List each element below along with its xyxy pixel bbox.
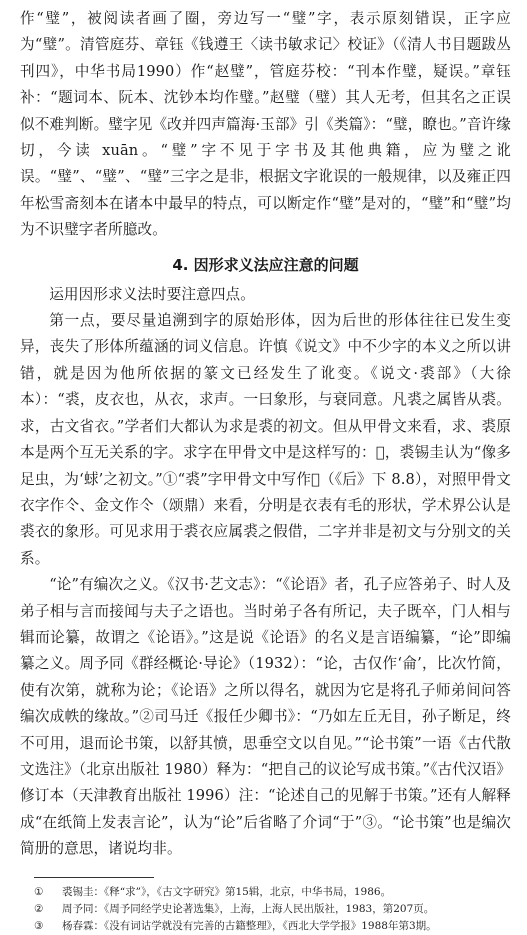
paragraph-point-one: 第一点，要尽量追溯到字的原始形体，因为后世的形体往往已发生变异，丧失了形体所蕴涵的词义信息。许慎《说文》中不少字的本义之所以讲错，就是因为他所依据的篆文已经发生了讹变。《说文·裘部》（大徐本）：“裘，皮衣也，从衣，求声。一曰象形，与衰同意。凡裘之属皆从裘。求，古文省衣。”学者们大都认为求是裘的初文。但从甲骨文来看，求、裘原本是两个互无关系的字。求字在甲骨文中是这样写的：𠂻，裘锡圭认为“像多足虫，为‘蛷’之初文。”①“裘”字甲骨文中写作𧘝（《后》下 8.8），对照甲骨文衣字作仒、金文作仒（颂鼎）来看，分明是衣表有毛的形状，学术界公认是裘衣的象形。可见求用于裘衣应属裘之假借，二字并非是初文与分别文的关系。 — [20, 312, 511, 567]
footnote-text: 周予同：《周予同经学史论著选集》，上海，上海人民出版社，1983，第207页。 — [62, 902, 435, 915]
footnote-marker: ③ — [34, 919, 44, 932]
section-heading: 4. 因形求义法应注意的问题 — [172, 255, 359, 274]
footnote-text: 杨春霖：《没有词诂学就没有完善的古籍整理》，《西北大学学报》1988年第3期。 — [62, 919, 437, 932]
footnote-marker: ② — [34, 902, 44, 915]
footnote-3 — [34, 918, 511, 935]
paragraph-lun-meaning: “论”有编次之义。《汉书·艺文志》：“《论语》者，孔子应答弟子、时人及弟子相与言而接闻与夫子之语也。当时弟子各有所记，夫子既卒，门人相与辑而论纂，故谓之《论语》。”这是说《论语》的名义是言语编纂，“论”即编纂之义。周予同《群经概论·导论》（1932）：“论，古仅作‘侖’，比次竹简，使有次第，就称为论；《论语》之所以得名，就因为它是将孔子师弟间问答编次成帙的缘故。”②司马迁《报任少卿书》：“乃如左丘无目，孙子断足，终不可用，退而论书策，以舒其愤，思垂空文以自见。”“论书策”一语《古代散文选注》（北京出版社 1980）释为：“把自己的议论写成书策。”《古代汉语》修订本（天津教育出版社 1996）注：“论述自己的见解于书策。”还有人解释成“在纸简上发表言论”，认为“论”后省略了介词“于”③。“论书策”也是编次简册的意思，诸说均非。 — [20, 576, 512, 858]
paragraph-intro: 运用因形求义法时要注意四点。 — [49, 285, 255, 303]
footnotes — [34, 884, 511, 935]
footnote-2 — [34, 901, 511, 918]
footnote-1 — [34, 884, 511, 901]
footnote-divider — [34, 877, 154, 878]
footnote-text: 裘锡圭：《释“求”》，《古文字研究》第15辑，北京，中华书局，1986。 — [62, 885, 392, 898]
paragraph-continuation: 作“璧”，被阅读者画了圈，旁边写一“璧”字，表示原刻错误，正字应为“璧”。清管庭芬、章钰《钱遵王〈读书敏求记〉校证》（《清人书目题跋丛刊四》，中华书局1990）作“赵璧”，管庭芬校：“刊本作璧，疑误。”章钰补：“题词本、阮本、沈钞本均作璧。”赵璧（璧）其人无考，但其名之正误似不难判断。璧字见《改并四声篇海·玉部》引《类篇》：“璧，瞭也。”音许缘切，今读 xuān。“璧”字不见于字书及其他典籍，应为璧之讹误。“璧”、“璧”、“璧”三字之是非，根据文字讹误的一般规律，以及雍正四年松雪斋刻本在诸本中最早的特点，可以断定作“璧”是对的，“璧”和“璧”均为不识璧字者所臆改。 — [20, 10, 511, 239]
footnote-marker: ① — [34, 885, 44, 898]
